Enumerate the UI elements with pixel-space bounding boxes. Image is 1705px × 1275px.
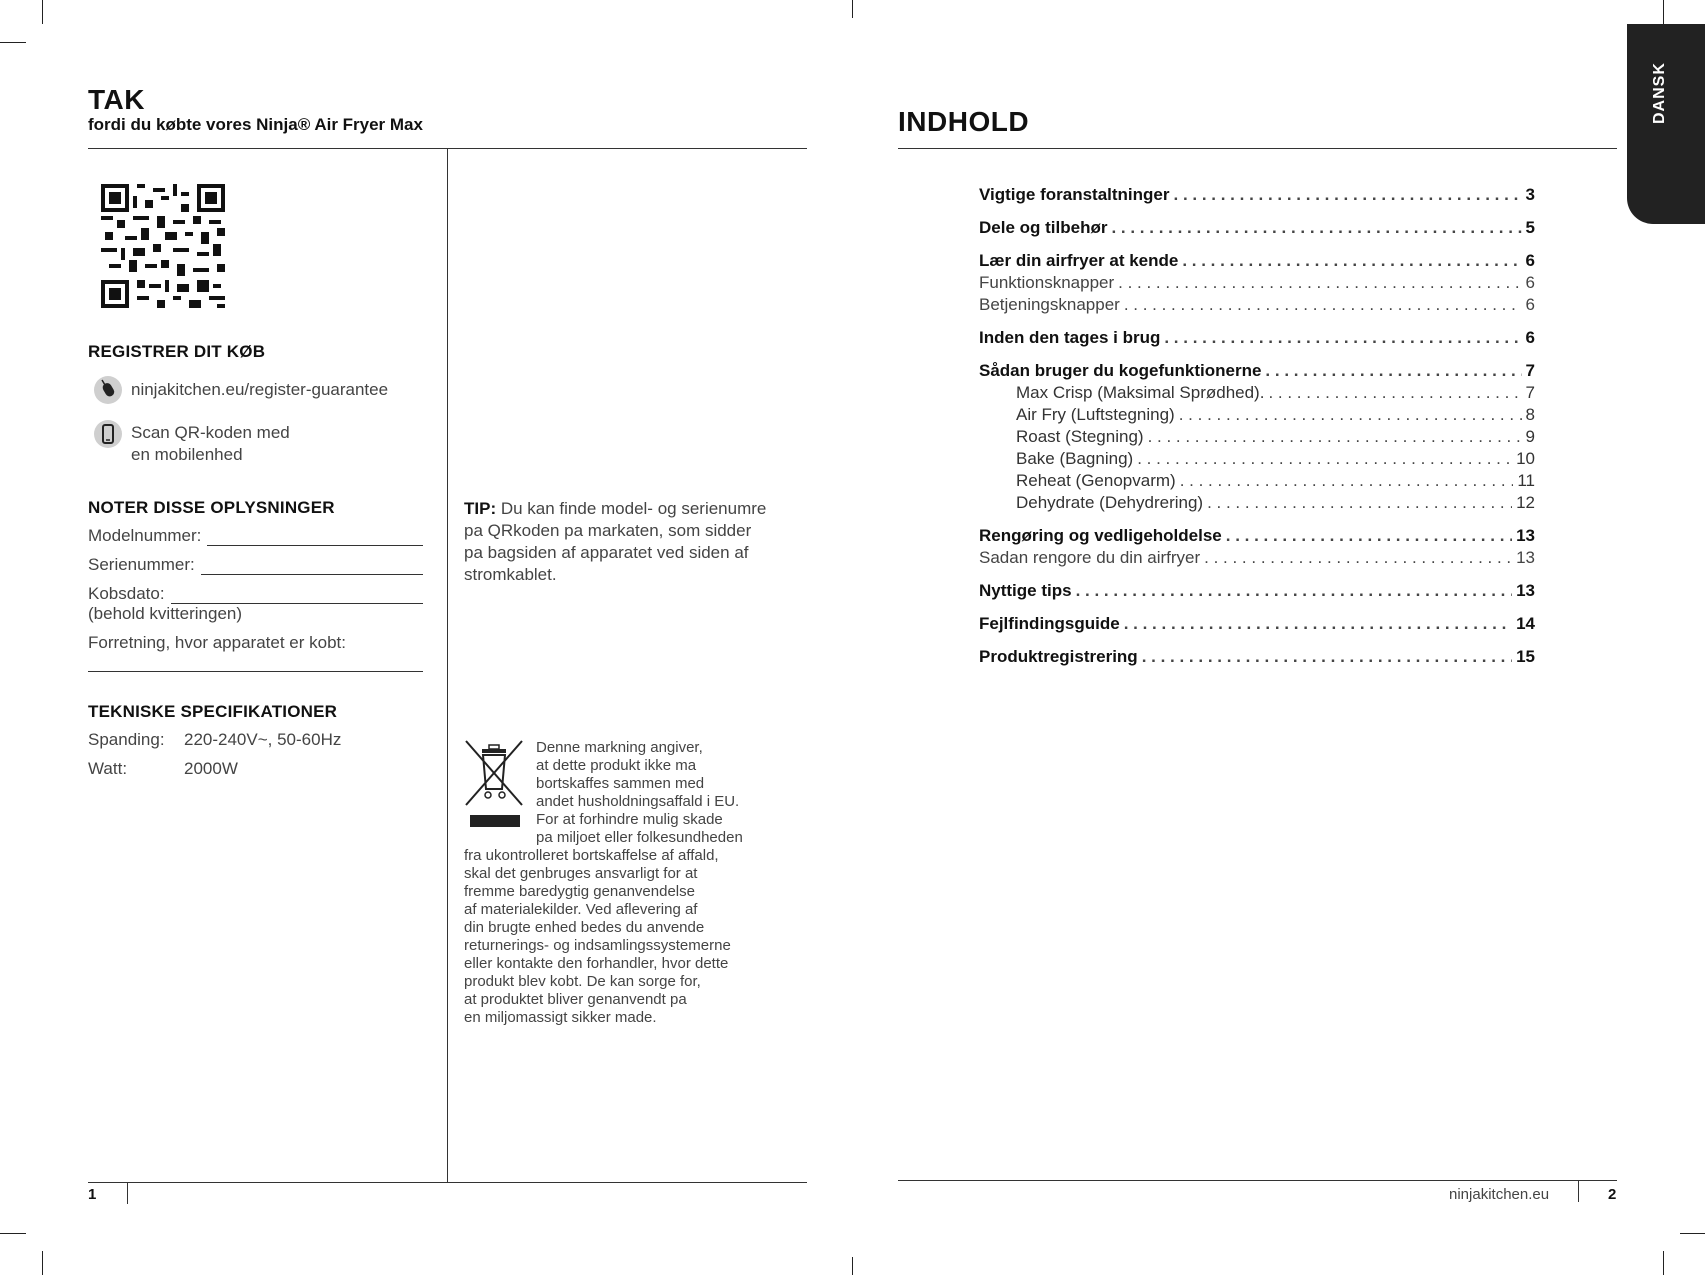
toc-leader-dots bbox=[1111, 218, 1521, 238]
toc-entry-label: Max Crisp (Maksimal Sprødhed). bbox=[1016, 383, 1265, 402]
toc-entry[interactable] bbox=[979, 328, 1535, 348]
toc-leader-dots bbox=[1265, 361, 1521, 381]
model-number-field[interactable] bbox=[88, 526, 423, 546]
toc-entry[interactable] bbox=[979, 273, 1535, 293]
weee-line: skal det genbruges ansvarligt for at bbox=[464, 865, 698, 882]
tip-line-0: Du kan finde model- og serienumre bbox=[496, 499, 767, 518]
qr-code-icon bbox=[101, 184, 225, 308]
toc-entry-label: Lær din airfryer at kende bbox=[979, 251, 1179, 270]
toc-entry-page: 12 bbox=[1516, 493, 1535, 512]
voltage-label: Spanding: bbox=[88, 730, 165, 749]
tip-label: TIP: bbox=[464, 499, 497, 518]
toc-entry-label: Produktregistrering bbox=[979, 647, 1138, 666]
footer-url[interactable]: ninjakitchen.eu bbox=[1449, 1186, 1550, 1203]
toc-entry[interactable] bbox=[979, 614, 1535, 634]
toc-entry-label: Inden den tages i brug bbox=[979, 328, 1161, 347]
tip-line-2: pa bagsiden af apparatet ved siden af bbox=[464, 543, 749, 562]
toc-entry[interactable] bbox=[1016, 427, 1535, 447]
toc-entry[interactable] bbox=[1016, 493, 1535, 513]
purchase-date-field[interactable] bbox=[88, 584, 423, 604]
toc-entry[interactable] bbox=[1016, 471, 1535, 491]
weee-line: bortskaffes sammen med bbox=[536, 775, 705, 792]
toc-entry[interactable] bbox=[979, 218, 1535, 238]
footer-divider-left bbox=[88, 1182, 807, 1183]
weee-line: Denne markning angiver, bbox=[536, 739, 703, 756]
toc-leader-dots bbox=[1148, 427, 1522, 447]
purchase-date-label: Kobsdato: bbox=[88, 584, 165, 603]
toc-leader-dots bbox=[1137, 449, 1512, 469]
toc-leader-dots bbox=[1180, 471, 1514, 491]
weee-line: returnerings- og indsamlingssystemerne bbox=[464, 937, 731, 954]
toc-entry-label: Vigtige foranstaltninger bbox=[979, 185, 1170, 204]
toc-entry-label: Rengøring og vedligeholdelse bbox=[979, 526, 1222, 545]
tip-text bbox=[464, 498, 804, 586]
toc-entry-label: Sadan rengore du din airfryer bbox=[979, 548, 1201, 567]
mobile-phone-icon bbox=[94, 420, 122, 448]
store-label: Forretning, hvor apparatet er kobt: bbox=[88, 633, 346, 652]
weee-line: en miljomassigt sikker made. bbox=[464, 1009, 657, 1026]
weee-line: produkt blev kobt. De kan sorge for, bbox=[464, 973, 701, 990]
weee-line: at produktet bliver genanvendt pa bbox=[464, 991, 687, 1008]
voltage-value: 220-240V~, 50-60Hz bbox=[184, 730, 342, 749]
weee-line: fremme baredygtig genanvendelse bbox=[464, 883, 695, 900]
toc-entry[interactable] bbox=[979, 251, 1535, 271]
page-number-right: 2 bbox=[1608, 1186, 1617, 1203]
toc-entry-label: Dehydrate (Dehydrering) bbox=[1016, 493, 1204, 512]
weee-line: din brugte enhed bedes du anvende bbox=[464, 919, 705, 936]
toc-entry-page: 9 bbox=[1525, 427, 1535, 446]
toc-leader-dots bbox=[1204, 548, 1512, 568]
toc-entry-page: 6 bbox=[1525, 295, 1535, 314]
watt-label: Watt: bbox=[88, 759, 128, 778]
footer-tick-right bbox=[1578, 1181, 1579, 1202]
toc-entry-page: 14 bbox=[1516, 614, 1535, 633]
page-number-left: 1 bbox=[88, 1186, 97, 1203]
toc-leader-dots bbox=[1076, 581, 1513, 601]
toc-entry[interactable] bbox=[979, 185, 1535, 205]
toc-leader-dots bbox=[1182, 251, 1521, 271]
weee-text-full bbox=[464, 847, 731, 1027]
toc-entry-label: Dele og tilbehør bbox=[979, 218, 1108, 237]
contents-divider bbox=[898, 148, 1617, 149]
toc-leader-dots bbox=[1174, 185, 1522, 205]
weee-text-short bbox=[536, 739, 743, 847]
notes-heading: NOTER DISSE OPLYSNINGER bbox=[88, 498, 335, 517]
toc-entry-page: 6 bbox=[1525, 251, 1535, 270]
contents-title: INDHOLD bbox=[898, 106, 1030, 137]
toc-leader-dots bbox=[1118, 273, 1521, 293]
tip-line-3: stromkablet. bbox=[464, 565, 557, 584]
weee-line: af materialekilder. Ved aflevering af bbox=[464, 901, 698, 918]
page-subtitle: fordi du købte vores Ninja® Air Fryer Max bbox=[88, 115, 423, 134]
scan-text-line1: Scan QR-koden med bbox=[131, 423, 290, 442]
page-title-tak: TAK bbox=[88, 84, 145, 115]
weee-line: fra ukontrolleret bortskaffelse af affald, bbox=[464, 847, 719, 864]
toc-entry[interactable] bbox=[1016, 449, 1535, 469]
scan-text-line2: en mobilenhed bbox=[131, 445, 243, 464]
mouse-icon bbox=[94, 376, 122, 404]
footer-tick-left bbox=[127, 1183, 128, 1204]
serial-number-label: Serienummer: bbox=[88, 555, 195, 574]
toc-leader-dots bbox=[1268, 383, 1521, 403]
toc-leader-dots bbox=[1226, 526, 1512, 546]
watt-value: 2000W bbox=[184, 759, 238, 778]
register-heading: REGISTRER DIT KØB bbox=[88, 342, 266, 361]
receipt-note: (behold kvitteringen) bbox=[88, 604, 243, 623]
toc-leader-dots bbox=[1142, 647, 1512, 667]
language-tab bbox=[1627, 24, 1705, 224]
toc-entry-page: 11 bbox=[1517, 471, 1535, 490]
toc-entry-label: Air Fry (Luftstegning) bbox=[1016, 405, 1175, 424]
register-url-link[interactable]: ninjakitchen.eu/register-guarantee bbox=[131, 380, 389, 399]
toc-entry-label: Reheat (Genopvarm) bbox=[1016, 471, 1176, 490]
toc-entry-label: Sådan bruger du kogefunktionerne bbox=[979, 361, 1262, 380]
toc-entry-page: 10 bbox=[1516, 449, 1535, 468]
column-divider bbox=[447, 149, 448, 1182]
toc-entry[interactable] bbox=[979, 295, 1535, 315]
language-tab-label: DANSK bbox=[1651, 62, 1668, 124]
toc-entry-page: 13 bbox=[1516, 581, 1535, 600]
weee-line: eller kontakte den forhandler, hvor dette bbox=[464, 955, 729, 972]
toc-entry[interactable] bbox=[979, 361, 1535, 381]
weee-line: For at forhindre mulig skade bbox=[536, 811, 723, 828]
weee-line: at dette produkt ikke ma bbox=[536, 757, 697, 774]
toc-entry-label: Bake (Bagning) bbox=[1016, 449, 1134, 468]
toc-entry-label: Funktionsknapper bbox=[979, 273, 1115, 292]
toc-leader-dots bbox=[1207, 493, 1512, 513]
footer-divider-right bbox=[898, 1180, 1617, 1181]
toc-entry[interactable] bbox=[1016, 383, 1535, 403]
weee-line: pa miljoet eller folkesundheden bbox=[536, 829, 743, 846]
toc-entry-page: 13 bbox=[1516, 548, 1535, 567]
toc-entry[interactable] bbox=[979, 647, 1535, 667]
toc-entry-page: 6 bbox=[1525, 273, 1535, 292]
toc-entry-page: 15 bbox=[1516, 647, 1535, 666]
toc-leader-dots bbox=[1164, 328, 1521, 348]
serial-number-field[interactable] bbox=[88, 555, 423, 575]
toc-entry-label: Roast (Stegning) bbox=[1016, 427, 1144, 446]
toc-entry[interactable] bbox=[979, 526, 1535, 546]
toc-leader-dots bbox=[1124, 614, 1512, 634]
toc-entry-label: Betjeningsknapper bbox=[979, 295, 1120, 314]
store-field-line[interactable] bbox=[88, 671, 423, 672]
toc-entry-label: Fejlfindingsguide bbox=[979, 614, 1120, 633]
toc-entry-label: Nyttige tips bbox=[979, 581, 1072, 600]
toc-entry-page: 7 bbox=[1525, 383, 1535, 402]
tip-line-1: pa QRkoden pa markaten, som sidder bbox=[464, 521, 752, 540]
model-number-label: Modelnummer: bbox=[88, 526, 202, 545]
toc-entry-page: 7 bbox=[1525, 361, 1535, 380]
toc-entry-page: 6 bbox=[1525, 328, 1535, 347]
toc-leader-dots bbox=[1179, 405, 1522, 425]
toc-leader-dots bbox=[1124, 295, 1522, 315]
toc-entry-page: 5 bbox=[1525, 218, 1535, 237]
toc-entry[interactable] bbox=[1016, 405, 1535, 425]
toc-entry-page: 8 bbox=[1525, 405, 1535, 424]
specs-heading: TEKNISKE SPECIFIKATIONER bbox=[88, 702, 338, 721]
toc-entry[interactable] bbox=[979, 548, 1535, 568]
toc-entry[interactable] bbox=[979, 581, 1535, 601]
weee-line: andet husholdningsaffald i EU. bbox=[536, 793, 740, 810]
toc-entry-page: 3 bbox=[1525, 185, 1535, 204]
toc-entry-page: 13 bbox=[1516, 526, 1535, 545]
crossed-bin-icon bbox=[464, 739, 524, 829]
